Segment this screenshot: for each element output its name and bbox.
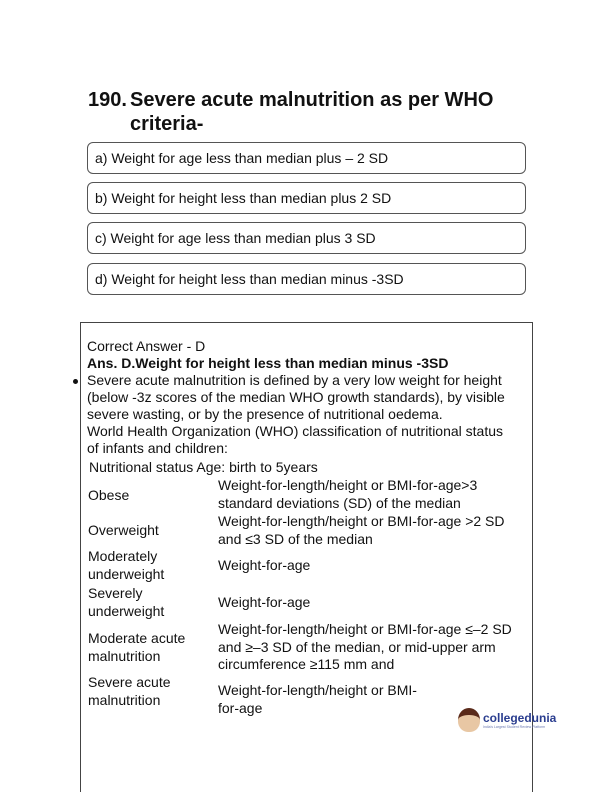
row-desc: Weight-for-length/height or BMI-for-age >2 SD and ≤3 SD of the median	[218, 513, 505, 547]
row-label: Overweight	[88, 522, 159, 538]
option-d[interactable]: d) Weight for height less than median minus -3SD	[87, 263, 526, 295]
option-b[interactable]: b) Weight for height less than median plus 2 SD	[87, 182, 526, 214]
answer-heading: Ans. D.Weight for height less than median minus -3SD	[87, 355, 449, 371]
collegedunia-logo	[458, 708, 556, 732]
row-desc: Weight-for-age	[218, 557, 311, 573]
row-desc: Weight-for-length/height or BMI-for-age>3 standard deviations (SD) of the median	[218, 477, 478, 511]
option-c[interactable]: c) Weight for age less than median plus 3 SD	[87, 222, 526, 254]
row-desc: Weight-for-length/height or BMI-for-age ≤–2 SD and ≥–3 SD of the median, or mid-upper arm circumference ≥115 mm and	[218, 621, 512, 672]
explanation-line: severe wasting, or by the presence of nutritional oedema.	[87, 406, 443, 422]
logo-name: collegedunia	[483, 711, 557, 725]
row-label: Moderately underweight	[88, 548, 165, 582]
explanation-line: Severe acute malnutrition is defined by a very low weight for height	[87, 372, 502, 388]
row-label: Severe acute malnutrition	[88, 674, 171, 708]
correct-answer: Correct Answer - D	[87, 338, 206, 354]
question-title	[88, 88, 494, 135]
logo-tagline: India's Largest Student Review Platform	[483, 725, 546, 729]
row-desc: Weight-for-length/height or BMI- for-age	[218, 682, 417, 716]
row-desc: Weight-for-age	[218, 594, 311, 610]
explanation-line: World Health Organization (WHO) classification of nutritional status	[87, 423, 504, 439]
row-label: Moderate acute malnutrition	[88, 630, 186, 664]
mascot-icon	[458, 708, 480, 732]
explanation-line: (below -3z scores of the median WHO growth standards), by visible	[87, 389, 505, 405]
bullet-icon	[73, 379, 78, 384]
row-label: Obese	[88, 487, 130, 503]
question-text: Severe acute malnutrition as per WHO criteria-	[130, 89, 494, 135]
explanation-line: of infants and children:	[87, 440, 228, 456]
row-label: Severely underweight	[88, 585, 165, 619]
table-header: Nutritional status Age: birth to 5years	[89, 459, 318, 475]
question-number: 190.	[88, 89, 127, 111]
option-a[interactable]: a) Weight for age less than median plus – 2 SD	[87, 142, 526, 174]
